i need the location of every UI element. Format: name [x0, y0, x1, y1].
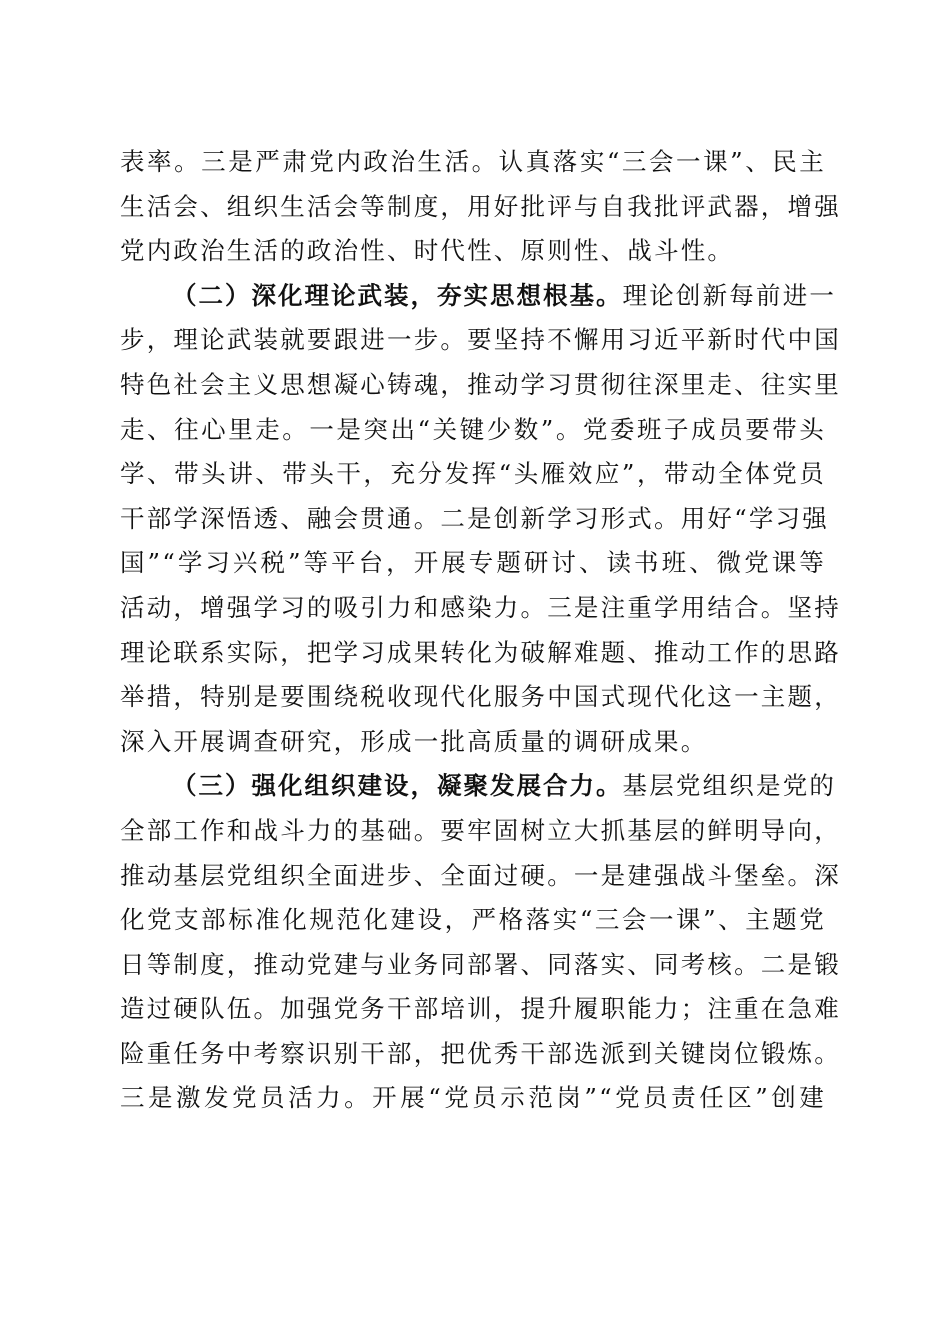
section-3-first-line-text: 基层党组织是党的 [622, 771, 837, 801]
section-3-first-line [120, 764, 837, 809]
section-2-first-line [120, 274, 837, 319]
paragraph-line: 干部学深悟透、融会贯通。二是创新学习形式。用好“学习强 [120, 503, 829, 533]
paragraph-line: 特色社会主义思想凝心铸魂，推动学习贯彻往深里走、往实里 [120, 369, 841, 399]
paragraph-line: 走、往心里走。一是突出“关键少数”。党委班子成员要带头 [120, 414, 826, 444]
paragraph-line: 学、带头讲、带头干，充分发挥“头雁效应”，带动全体党员 [120, 459, 826, 489]
paragraph-line: 生活会、组织生活会等制度，用好批评与自我批评武器，增强 [120, 191, 841, 221]
paragraph-line: 三是激发党员活力。开展“党员示范岗”“党员责任区”创建 [120, 1083, 826, 1113]
paragraph-line: 日等制度，推动党建与业务同部署、同落实、同考核。二是锻 [120, 949, 841, 979]
paragraph-line: 全部工作和战斗力的基础。要牢固树立大抓基层的鲜明导向， [120, 815, 841, 845]
paragraph-line: 党内政治生活的政治性、时代性、原则性、战斗性。 [120, 236, 735, 266]
paragraph-line: 化党支部标准化规范化建设，严格落实“三会一课”、主题党 [120, 905, 826, 935]
document-body [120, 140, 841, 1121]
paragraph-line: 活动，增强学习的吸引力和感染力。三是注重学用结合。坚持 [120, 592, 841, 622]
paragraph-line: 国”“学习兴税”等平台，开展专题研讨、读书班、微党课等 [120, 548, 826, 578]
paragraph-line: 表率。三是严肃党内政治生活。认真落实“三会一课”、民主 [120, 147, 826, 176]
section-3-heading: （三）强化组织建设，凝聚发展合力。 [172, 771, 623, 801]
paragraph-line: 举措，特别是要围绕税收现代化服务中国式现代化这一主题， [120, 682, 841, 712]
paragraph-line: 险重任务中考察识别干部，把优秀干部选派到关键岗位锻炼。 [120, 1038, 841, 1068]
paragraph-line: 理论联系实际，把学习成果转化为破解难题、推动工作的思路 [120, 637, 841, 667]
section-2-heading: （二）深化理论武装，夯实思想根基。 [172, 280, 623, 310]
paragraph-line: 推动基层党组织全面进步、全面过硬。一是建强战斗堡垒。深 [120, 860, 841, 890]
paragraph-line: 步，理论武装就要跟进一步。要坚持不懈用习近平新时代中国 [120, 325, 841, 355]
paragraph-line: 深入开展调查研究，形成一批高质量的调研成果。 [120, 726, 708, 756]
section-2-first-line-text: 理论创新每前进一 [622, 280, 837, 310]
paragraph-line: 造过硬队伍。加强党务干部培训，提升履职能力；注重在急难 [120, 994, 841, 1024]
